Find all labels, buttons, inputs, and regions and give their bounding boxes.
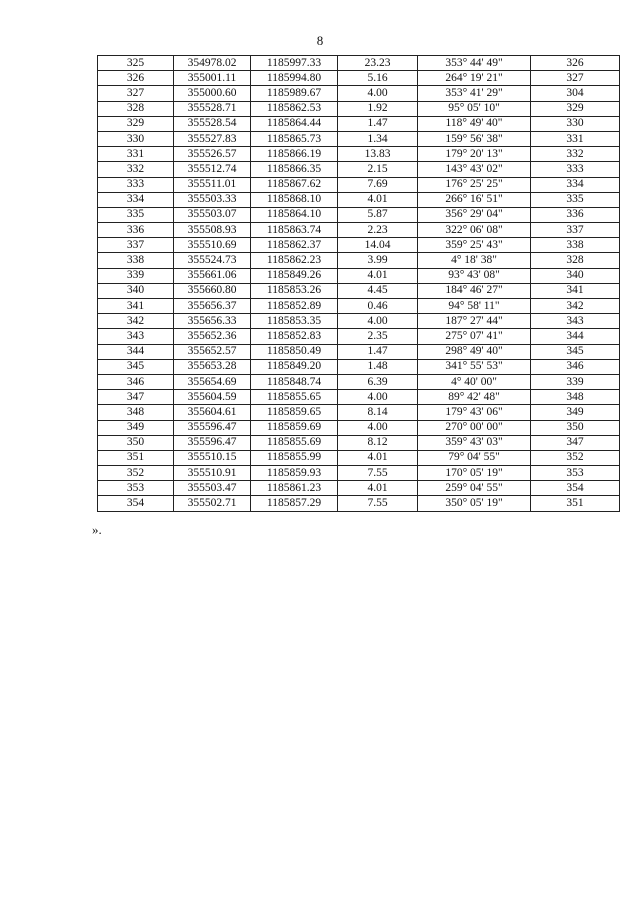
y-coordinate-cell: 1185859.93 [251,466,338,481]
direction-angle-cell: 270° 00' 00" [418,420,531,435]
direction-angle-cell: 176° 25' 25" [418,177,531,192]
next-point-cell: 345 [531,344,620,359]
table-row [98,207,620,222]
next-point-cell: 304 [531,86,620,101]
point-number-cell: 351 [98,450,174,465]
y-coordinate-cell: 1185989.67 [251,86,338,101]
table-row [98,253,620,268]
x-coordinate-cell: 355596.47 [174,420,251,435]
direction-angle-cell: 95° 05' 10" [418,101,531,116]
x-coordinate-cell: 355502.71 [174,496,251,511]
next-point-cell: 341 [531,283,620,298]
x-coordinate-cell: 355528.71 [174,101,251,116]
table-row [98,86,620,101]
distance-cell: 8.12 [338,435,418,450]
next-point-cell: 349 [531,405,620,420]
distance-cell: 7.69 [338,177,418,192]
direction-angle-cell: 322° 06' 08" [418,223,531,238]
direction-angle-cell: 275° 07' 41" [418,329,531,344]
table-row [98,131,620,146]
y-coordinate-cell: 1185866.35 [251,162,338,177]
distance-cell: 14.04 [338,238,418,253]
distance-cell: 0.46 [338,299,418,314]
point-number-cell: 349 [98,420,174,435]
x-coordinate-cell: 355660.80 [174,283,251,298]
x-coordinate-cell: 355528.54 [174,116,251,131]
direction-angle-cell: 179° 20' 13" [418,147,531,162]
x-coordinate-cell: 355596.47 [174,435,251,450]
y-coordinate-cell: 1185852.89 [251,299,338,314]
distance-cell: 7.55 [338,466,418,481]
table-row [98,481,620,496]
distance-cell: 7.55 [338,496,418,511]
distance-cell: 4.00 [338,390,418,405]
table-row [98,435,620,450]
x-coordinate-cell: 355001.11 [174,71,251,86]
x-coordinate-cell: 355526.57 [174,147,251,162]
y-coordinate-cell: 1185855.99 [251,450,338,465]
distance-cell: 6.39 [338,374,418,389]
x-coordinate-cell: 355508.93 [174,223,251,238]
direction-angle-cell: 359° 25' 43" [418,238,531,253]
table-row [98,420,620,435]
direction-angle-cell: 259° 04' 55" [418,481,531,496]
y-coordinate-cell: 1185849.20 [251,359,338,374]
table-row [98,162,620,177]
table-row [98,177,620,192]
table-row [98,147,620,162]
point-number-cell: 328 [98,101,174,116]
x-coordinate-cell: 355604.61 [174,405,251,420]
page-number: 8 [316,33,324,48]
y-coordinate-cell: 1185859.69 [251,420,338,435]
table-row [98,329,620,344]
x-coordinate-cell: 355654.69 [174,374,251,389]
x-coordinate-cell: 355510.91 [174,466,251,481]
next-point-cell: 334 [531,177,620,192]
direction-angle-cell: 118° 49' 40" [418,116,531,131]
next-point-cell: 339 [531,374,620,389]
x-coordinate-cell: 355512.74 [174,162,251,177]
next-point-cell: 328 [531,253,620,268]
y-coordinate-cell: 1185852.83 [251,329,338,344]
direction-angle-cell: 359° 43' 03" [418,435,531,450]
point-number-cell: 336 [98,223,174,238]
table-row [98,450,620,465]
point-number-cell: 334 [98,192,174,207]
point-number-cell: 333 [98,177,174,192]
x-coordinate-cell: 355653.28 [174,359,251,374]
x-coordinate-cell: 355503.33 [174,192,251,207]
point-number-cell: 354 [98,496,174,511]
next-point-cell: 327 [531,71,620,86]
point-number-cell: 344 [98,344,174,359]
next-point-cell: 350 [531,420,620,435]
table-row [98,374,620,389]
table-row [98,101,620,116]
y-coordinate-cell: 1185862.37 [251,238,338,253]
y-coordinate-cell: 1185994.80 [251,71,338,86]
point-number-cell: 353 [98,481,174,496]
next-point-cell: 353 [531,466,620,481]
distance-cell: 23.23 [338,56,418,71]
y-coordinate-cell: 1185855.65 [251,390,338,405]
direction-angle-cell: 89° 42' 48" [418,390,531,405]
x-coordinate-cell: 355503.07 [174,207,251,222]
next-point-cell: 343 [531,314,620,329]
point-number-cell: 352 [98,466,174,481]
x-coordinate-cell: 355661.06 [174,268,251,283]
distance-cell: 4.01 [338,450,418,465]
direction-angle-cell: 298° 49' 40" [418,344,531,359]
point-number-cell: 342 [98,314,174,329]
next-point-cell: 330 [531,116,620,131]
distance-cell: 4.01 [338,268,418,283]
next-point-cell: 344 [531,329,620,344]
y-coordinate-cell: 1185864.44 [251,116,338,131]
point-number-cell: 343 [98,329,174,344]
direction-angle-cell: 353° 41' 29" [418,86,531,101]
point-number-cell: 330 [98,131,174,146]
distance-cell: 4.01 [338,481,418,496]
table-row [98,192,620,207]
point-number-cell: 347 [98,390,174,405]
direction-angle-cell: 184° 46' 27" [418,283,531,298]
point-number-cell: 346 [98,374,174,389]
distance-cell: 13.83 [338,147,418,162]
direction-angle-cell: 341° 55' 53" [418,359,531,374]
point-number-cell: 348 [98,405,174,420]
direction-angle-cell: 353° 44' 49" [418,56,531,71]
direction-angle-cell: 4° 18' 38" [418,253,531,268]
distance-cell: 3.99 [338,253,418,268]
point-number-cell: 335 [98,207,174,222]
x-coordinate-cell: 355656.37 [174,299,251,314]
distance-cell: 1.47 [338,116,418,131]
distance-cell: 5.87 [338,207,418,222]
distance-cell: 2.35 [338,329,418,344]
x-coordinate-cell: 355656.33 [174,314,251,329]
point-number-cell: 337 [98,238,174,253]
y-coordinate-cell: 1185853.35 [251,314,338,329]
y-coordinate-cell: 1185868.10 [251,192,338,207]
closing-quote-mark: ». [92,522,102,537]
direction-angle-cell: 350° 05' 19" [418,496,531,511]
x-coordinate-cell: 355000.60 [174,86,251,101]
next-point-cell: 335 [531,192,620,207]
y-coordinate-cell: 1185849.26 [251,268,338,283]
distance-cell: 2.23 [338,223,418,238]
point-number-cell: 338 [98,253,174,268]
point-number-cell: 329 [98,116,174,131]
distance-cell: 4.00 [338,314,418,329]
y-coordinate-cell: 1185855.69 [251,435,338,450]
x-coordinate-cell: 355604.59 [174,390,251,405]
table-row [98,359,620,374]
table-row [98,496,620,511]
point-number-cell: 331 [98,147,174,162]
point-number-cell: 332 [98,162,174,177]
direction-angle-cell: 93° 43' 08" [418,268,531,283]
next-point-cell: 351 [531,496,620,511]
distance-cell: 4.45 [338,283,418,298]
distance-cell: 1.47 [338,344,418,359]
direction-angle-cell: 264° 19' 21" [418,71,531,86]
next-point-cell: 340 [531,268,620,283]
next-point-cell: 329 [531,101,620,116]
table-row [98,268,620,283]
direction-angle-cell: 179° 43' 06" [418,405,531,420]
point-number-cell: 327 [98,86,174,101]
coordinates-table-body [98,56,620,512]
x-coordinate-cell: 355527.83 [174,131,251,146]
y-coordinate-cell: 1185864.10 [251,207,338,222]
direction-angle-cell: 159° 56' 38" [418,131,531,146]
point-number-cell: 339 [98,268,174,283]
table-row [98,344,620,359]
y-coordinate-cell: 1185862.53 [251,101,338,116]
table-row [98,299,620,314]
x-coordinate-cell: 355511.01 [174,177,251,192]
y-coordinate-cell: 1185859.65 [251,405,338,420]
direction-angle-cell: 266° 16' 51" [418,192,531,207]
direction-angle-cell: 170° 05' 19" [418,466,531,481]
table-row [98,314,620,329]
next-point-cell: 326 [531,56,620,71]
y-coordinate-cell: 1185850.49 [251,344,338,359]
y-coordinate-cell: 1185867.62 [251,177,338,192]
distance-cell: 1.92 [338,101,418,116]
next-point-cell: 338 [531,238,620,253]
distance-cell: 4.01 [338,192,418,207]
next-point-cell: 354 [531,481,620,496]
x-coordinate-cell: 355652.57 [174,344,251,359]
point-number-cell: 325 [98,56,174,71]
direction-angle-cell: 4° 40' 00" [418,374,531,389]
table-row [98,405,620,420]
direction-angle-cell: 79° 04' 55" [418,450,531,465]
y-coordinate-cell: 1185866.19 [251,147,338,162]
y-coordinate-cell: 1185848.74 [251,374,338,389]
point-number-cell: 326 [98,71,174,86]
distance-cell: 8.14 [338,405,418,420]
next-point-cell: 342 [531,299,620,314]
y-coordinate-cell: 1185997.33 [251,56,338,71]
next-point-cell: 332 [531,147,620,162]
distance-cell: 2.15 [338,162,418,177]
y-coordinate-cell: 1185857.29 [251,496,338,511]
next-point-cell: 352 [531,450,620,465]
distance-cell: 4.00 [338,86,418,101]
distance-cell: 5.16 [338,71,418,86]
next-point-cell: 347 [531,435,620,450]
point-number-cell: 340 [98,283,174,298]
direction-angle-cell: 356° 29' 04" [418,207,531,222]
next-point-cell: 346 [531,359,620,374]
y-coordinate-cell: 1185865.73 [251,131,338,146]
x-coordinate-cell: 354978.02 [174,56,251,71]
distance-cell: 1.34 [338,131,418,146]
direction-angle-cell: 143° 43' 02" [418,162,531,177]
table-row [98,238,620,253]
table-row [98,116,620,131]
coordinates-table [97,55,620,512]
table-row [98,223,620,238]
point-number-cell: 350 [98,435,174,450]
table-row [98,390,620,405]
x-coordinate-cell: 355510.69 [174,238,251,253]
next-point-cell: 337 [531,223,620,238]
direction-angle-cell: 94° 58' 11" [418,299,531,314]
direction-angle-cell: 187° 27' 44" [418,314,531,329]
x-coordinate-cell: 355510.15 [174,450,251,465]
point-number-cell: 341 [98,299,174,314]
y-coordinate-cell: 1185862.23 [251,253,338,268]
y-coordinate-cell: 1185863.74 [251,223,338,238]
next-point-cell: 331 [531,131,620,146]
distance-cell: 1.48 [338,359,418,374]
table-row [98,71,620,86]
point-number-cell: 345 [98,359,174,374]
next-point-cell: 336 [531,207,620,222]
table-row [98,56,620,71]
next-point-cell: 333 [531,162,620,177]
y-coordinate-cell: 1185853.26 [251,283,338,298]
table-row [98,466,620,481]
x-coordinate-cell: 355524.73 [174,253,251,268]
y-coordinate-cell: 1185861.23 [251,481,338,496]
table-row [98,283,620,298]
next-point-cell: 348 [531,390,620,405]
x-coordinate-cell: 355652.36 [174,329,251,344]
distance-cell: 4.00 [338,420,418,435]
x-coordinate-cell: 355503.47 [174,481,251,496]
